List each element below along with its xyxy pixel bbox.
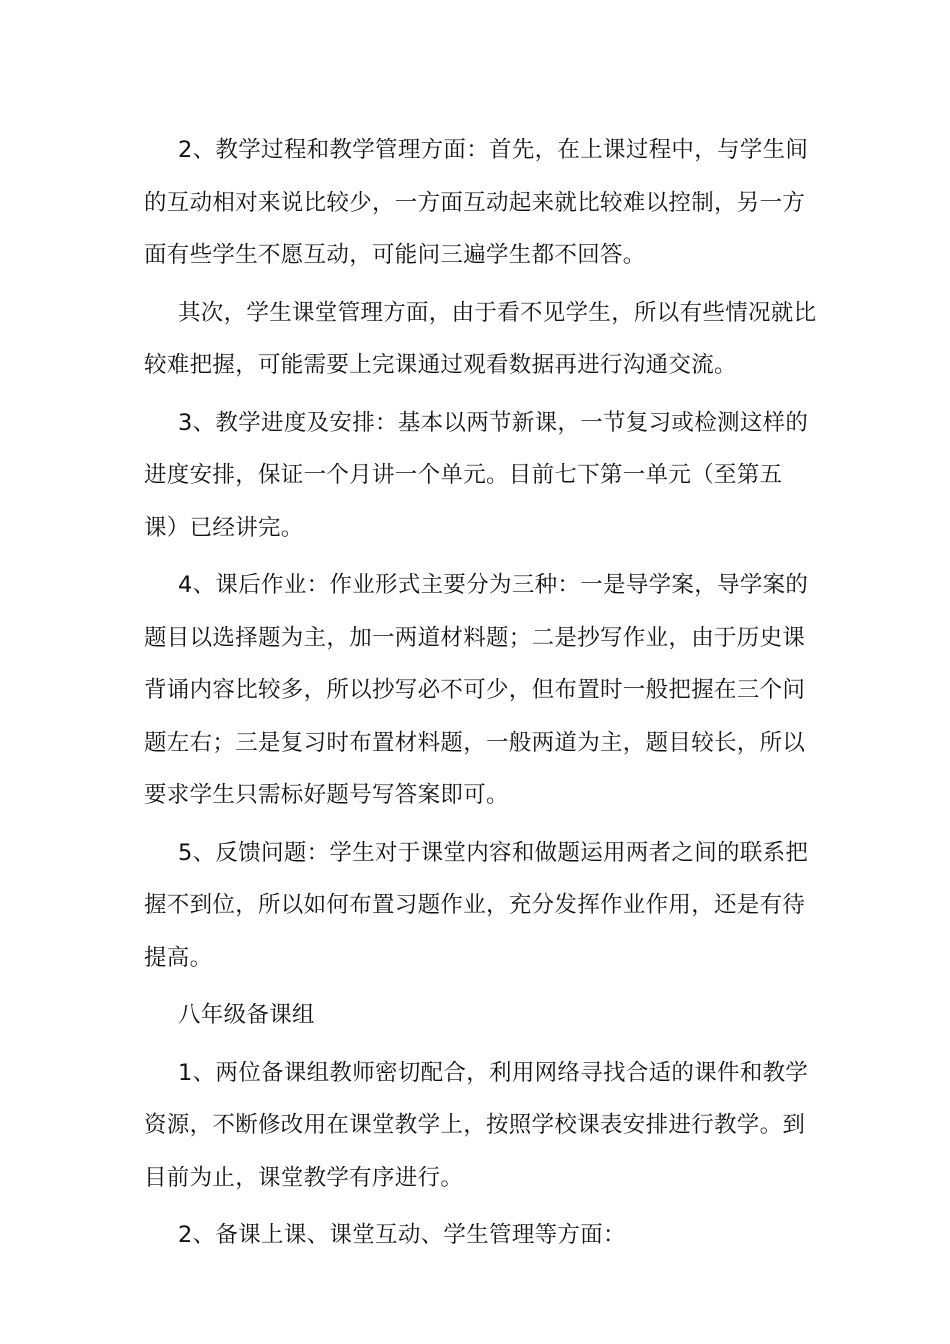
paragraph-line: 提高。 (144, 944, 213, 971)
paragraph-line: 1、两位备课组教师密切配合，利用网络寻找合适的课件和教学 (178, 1059, 809, 1086)
paragraph-grade8-cooperation (144, 1047, 808, 1205)
paragraph-line: 资源，不断修改用在课堂教学上，按照学校课表安排进行教学。到 (144, 1112, 806, 1138)
paragraph-line: 其次，学生课堂管理方面，由于看不见学生，所以有些情况就比 (178, 299, 817, 326)
paragraph-homework (144, 559, 808, 822)
paragraph-line: 3、教学进度及安排：基本以两节新课，一节复习或检测这样的 (178, 409, 809, 436)
paragraph-line: 要求学生只需标好题号写答案即可。 (144, 782, 509, 808)
paragraph-teaching-progress (144, 397, 808, 555)
paragraph-line: 4、课后作业：作业形式主要分为三种：一是导学案，导学案的 (178, 572, 809, 598)
paragraph-line: 课）已经讲完。 (144, 514, 304, 541)
section-heading-grade8 (144, 989, 808, 1042)
paragraph-line: 题左右；三是复习时布置材料题，一般两道为主，题目较长，所以 (144, 729, 806, 756)
paragraph-line: 背诵内容比较多，所以抄写必不可少，但布置时一般把握在三个问 (144, 677, 806, 703)
paragraph-line: 握不到位，所以如何布置习题作业，充分发挥作业作用，还是有待 (144, 892, 806, 918)
paragraph-line: 八年级备课组 (178, 1002, 315, 1028)
paragraph-line: 较难把握，可能需要上完课通过观看数据再进行沟通交流。 (144, 352, 737, 378)
paragraph-line: 2、备课上课、课堂互动、学生管理等方面： (178, 1222, 626, 1248)
paragraph-classroom-management (144, 287, 817, 392)
paragraph-teaching-process (144, 124, 808, 282)
paragraph-line: 目前为止，课堂教学有序进行。 (144, 1164, 464, 1191)
document-body (144, 124, 817, 1267)
paragraph-grade8-aspects (144, 1209, 808, 1262)
paragraph-feedback (144, 827, 808, 985)
paragraph-line: 的互动相对来说比较少，一方面互动起来就比较难以控制，另一方 (144, 189, 806, 216)
paragraph-line: 题目以选择题为主，加一两道材料题；二是抄写作业，由于历史课 (144, 624, 806, 651)
paragraph-line: 5、反馈问题：学生对于课堂内容和做题运用两者之间的联系把 (178, 839, 809, 866)
paragraph-line: 进度安排，保证一个月讲一个单元。目前七下第一单元（至第五 (144, 462, 783, 488)
paragraph-line: 面有些学生不愿互动，可能问三遍学生都不回答。 (144, 242, 646, 268)
paragraph-line: 2、教学过程和教学管理方面：首先，在上课过程中，与学生间 (178, 137, 809, 163)
